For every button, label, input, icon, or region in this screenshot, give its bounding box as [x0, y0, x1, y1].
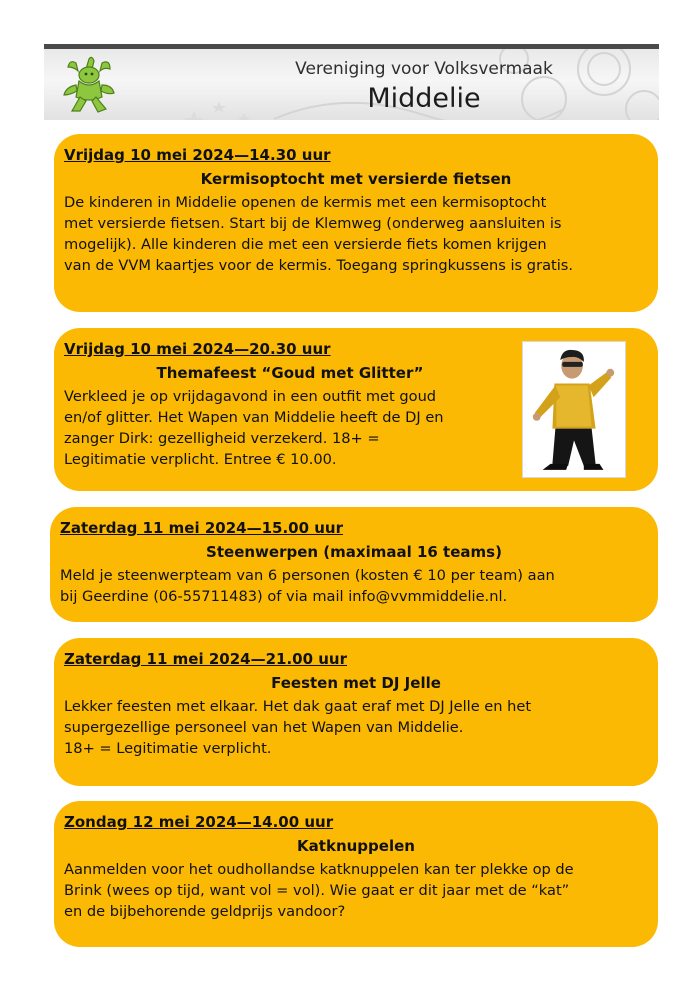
event-title: Kermisoptocht met versierde fietsen: [200, 170, 512, 188]
event-card: [54, 328, 658, 491]
jester-logo-icon: [62, 55, 116, 115]
place-name: Middelie: [367, 83, 481, 114]
description-line: Meld je steenwerpteam van 6 personen (kosten € 10 per team) aan: [60, 567, 555, 584]
description-line: met versierde fietsen. Start bij de Klemweg (onderweg aansluiten is: [64, 215, 562, 232]
event-title: Themafeest “Goud met Glitter”: [156, 364, 424, 382]
header-banner: [44, 44, 659, 120]
event-title: Katknuppelen: [297, 837, 415, 855]
event-card: [54, 801, 658, 947]
description-line: mogelijk). Alle kinderen die met een versierde fiets komen krijgen: [64, 236, 547, 253]
description-line: en/of glitter. Het Wapen van Middelie heeft de DJ en: [64, 409, 444, 426]
event-date: Zondag 12 mei 2024—14.00 uur: [64, 813, 334, 831]
event-title: Steenwerpen (maximaal 16 teams): [206, 543, 502, 561]
event-card: [54, 134, 658, 312]
event-description: [64, 386, 516, 470]
description-line: Legitimatie verplicht. Entree € 10.00.: [64, 451, 337, 468]
description-line: supergezellige personeel van het Wapen van Middelie.: [64, 719, 464, 736]
event-description: [64, 192, 648, 276]
event-description: [60, 565, 648, 607]
event-date: Vrijdag 10 mei 2024—14.30 uur: [64, 146, 331, 164]
description-line: bij Geerdine (06-55711483) of via mail info@vvmmiddelie.nl.: [60, 588, 508, 605]
description-line: Lekker feesten met elkaar. Het dak gaat eraf met DJ Jelle en het: [64, 698, 532, 715]
event-card: [54, 638, 658, 786]
description-line: zanger Dirk: gezelligheid verzekerd. 18+ =: [64, 430, 380, 447]
event-title: Feesten met DJ Jelle: [271, 674, 441, 692]
event-date: Zaterdag 11 mei 2024—21.00 uur: [64, 650, 347, 668]
description-line: De kinderen in Middelie openen de kermis met een kermisoptocht: [64, 194, 547, 211]
performer-photo: [522, 341, 626, 478]
description-line: en de bijbehorende geldprijs vandoor?: [64, 903, 346, 920]
event-date: Zaterdag 11 mei 2024—15.00 uur: [60, 519, 343, 537]
description-line: Aanmelden voor het oudhollandse katknuppelen kan ter plekke op de: [64, 861, 574, 878]
event-description: [64, 696, 648, 759]
event-card: [50, 507, 658, 622]
description-line: Verkleed je op vrijdagavond in een outfit met goud: [64, 388, 437, 405]
description-line: van de VVM kaartjes voor de kermis. Toegang springkussens is gratis.: [64, 257, 574, 274]
event-date: Vrijdag 10 mei 2024—20.30 uur: [64, 340, 331, 358]
organization-name: Vereniging voor Volksvermaak: [295, 59, 553, 79]
description-line: 18+ = Legitimatie verplicht.: [64, 740, 272, 757]
description-line: Brink (wees op tijd, want vol = vol). Wie gaat er dit jaar met de “kat”: [64, 882, 570, 899]
event-description: [64, 859, 648, 922]
